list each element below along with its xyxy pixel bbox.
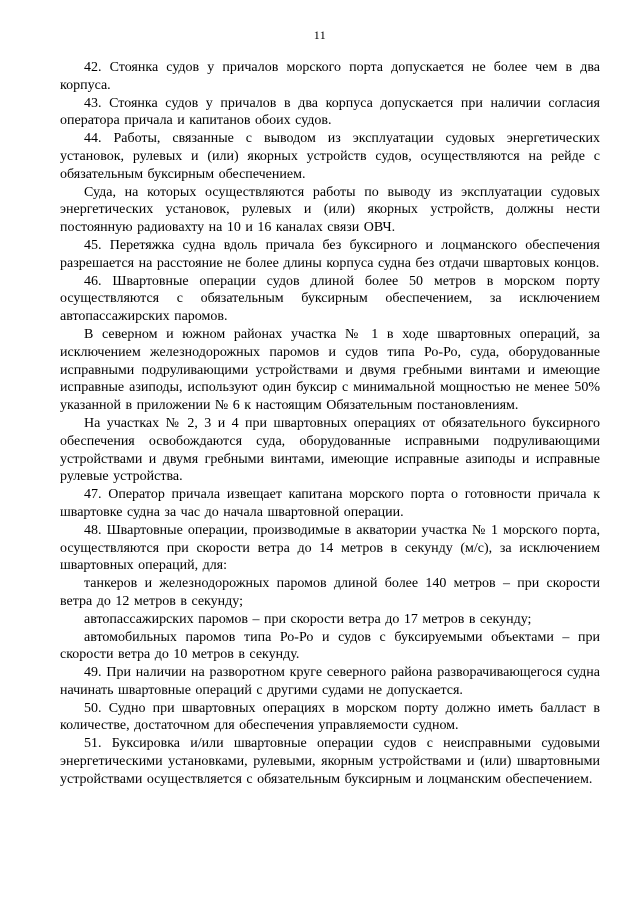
paragraph-45: 45. Перетяжка судна вдоль причала без буксирного и лоцманского обеспечения разрешается на расстояние не более длины корпуса судна без отдачи швартовых концов. — [60, 237, 600, 271]
paragraph-44-radio-watch: Суда, на которых осуществляются работы по выводу из эксплуатации судовых энергетических установок, рулевых и (или) якорных устройств, должны нести постоянную радиовахту на 10 и 16 каналах связи ОВЧ. — [60, 184, 600, 236]
page-number: 11 — [313, 28, 327, 42]
paragraph-48-tankers: танкеров и железнодорожных паромов длиной более 140 метров – при скорости ветра до 12 метров в секунду; — [60, 576, 600, 609]
paragraph-42: 42. Стоянка судов у причалов морского порта допускается не более чем в два корпуса. — [60, 60, 600, 93]
paragraph-49: 49. При наличии на разворотном круге северного района разворачивающегося судна начинать швартовные операций с другими судами не допускается. — [60, 665, 600, 698]
paragraph-46-north-south: В северном и южном районах участка № 1 в ходе швартовных операций, за исключением железнодорожных паромов и судов типа Ро-Ро, суда, оборудованные исправными подруливающими устройствами и двумя гребными винтами и имеющие исправные азиподы, используют один буксир с минимальной мощностью не менее 50% указанной в приложении № 6 к настоящим Обязательным постановлениям. — [60, 326, 600, 414]
paragraph-47: 47. Оператор причала извещает капитана морского порта о готовности причала к швартовке судна за час до начала швартовной операции. — [60, 487, 600, 520]
paragraph-51: 51. Буксировка и/или швартовные операции судов с неисправными судовыми энергетическими установками, рулевыми, якорным устройствами и (или) швартовными устройствами осуществляется с обязательным буксирным и лоцманским обеспечением. — [60, 736, 600, 787]
paragraph-48: 48. Швартовные операции, производимые в акватории участка № 1 морского порта, осуществляются при скорости ветра до 14 метров в секунду (м/с), за исключением швартовных операций, для: — [60, 522, 600, 574]
paragraph-43: 43. Стоянка судов у причалов в два корпуса допускается при наличии согласия оператора причала и капитанов обоих судов. — [60, 95, 600, 129]
paragraph-48-roro: автомобильных паромов типа Ро-Ро и судов с буксируемыми объектами – при скорости ветра до 10 метров в секунду. — [60, 629, 600, 663]
document-body — [60, 59, 600, 789]
paragraph-48-auto-passenger: автопассажирских паромов – при скорости ветра до 17 метров в секунду; — [84, 611, 532, 627]
paragraph-46-sections-2-4: На участках № 2, 3 и 4 при швартовных операциях от обязательного буксирного обеспечения освобождаются суда, оборудованные исправными подруливающими устройствами и двумя гребными винтами, имеющие исправные азиподы и исправные рулевые устройства. — [60, 415, 600, 485]
paragraph-50: 50. Судно при швартовных операциях в морском порту должно иметь балласт в количестве, достаточном для обеспечения управляемости судном. — [60, 700, 600, 734]
paragraph-46: 46. Швартовные операции судов длиной более 50 метров в морском порту осуществляются с обязательным буксирным обеспечением, за исключением автопассажирских паромов. — [60, 273, 600, 325]
paragraph-44: 44. Работы, связанные с выводом из эксплуатации судовых энергетических установок, рулевых и (или) якорных устройств судов, осуществляются на рейде с обязательным буксирным обеспечением. — [60, 131, 600, 182]
